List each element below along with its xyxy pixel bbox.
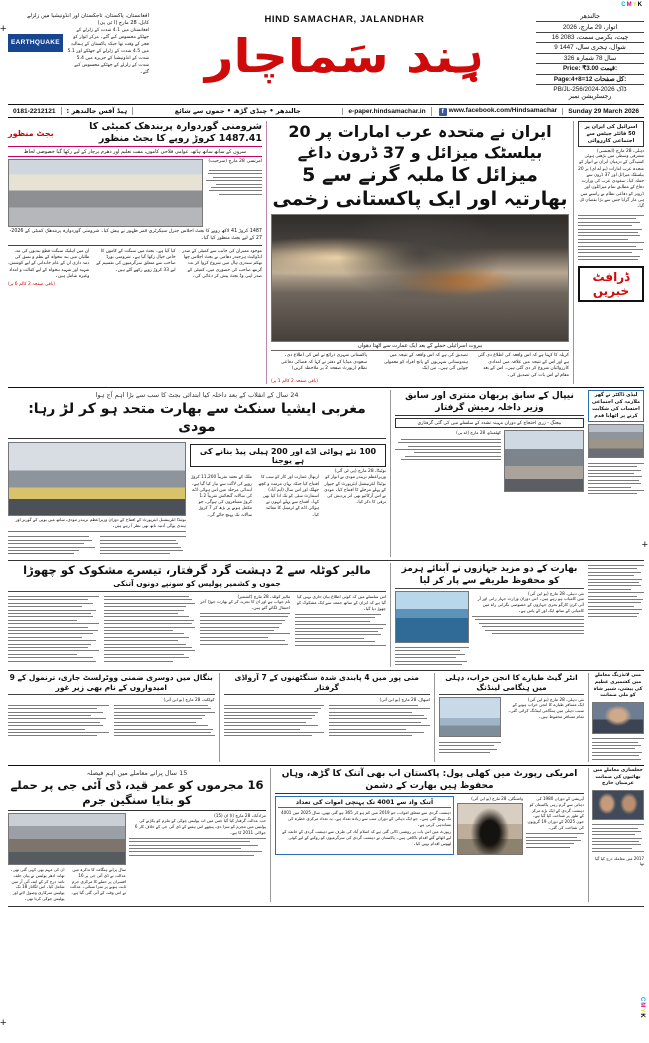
- usa-report-story: [270, 768, 584, 902]
- criminals-headline: 16 مجرموں کو عمر قید، ڈی آئی جی پر حملے کو بتایا سنگین جرم: [8, 778, 266, 811]
- info-volume: سال 78 شمارہ 326: [536, 54, 644, 64]
- cmyk-y2: Y: [639, 1008, 645, 1014]
- head-office-note: ہیڈ آفس جالندھر :: [61, 107, 133, 115]
- malerkotla-headline: مالیر کوٹلہ سے 2 دہشت گرد گرفتار، تیسرے مشکوک کو چھوڑا: [23, 562, 371, 577]
- cmyk-marks-bottom: [639, 997, 645, 1019]
- nepal-headline: نیپال کے سابق پربھان منتری اور سابق وزیر داخلہ رمیش گرفتار: [395, 390, 584, 416]
- usa-col-2: رپورٹ میں اس بات پر روشنی ڈالی گئی ہے کہ اسلام آباد کی طرف سے دہشت گردی کے خاتمہ کے لیے اٹھائے گئے اقدام ناکافی ہیں۔ پاکستان نے دہشت گردی کی سرگرمیوں کو روکنے کے لیے کوئی ٹھوس اقدام نہیں کیا۔: [282, 829, 451, 846]
- info-pages: Page:4+8=12 کل صفحات:: [536, 75, 644, 85]
- sangat-subbar: سروں کے ساتھ ساتھ ہاتھ، عوامی فلاحی کاموں، مفت تعلیم اور دھرم پرچار کے لیے رکھا گیا خصوصی لحاظ: [8, 147, 262, 157]
- sangat-story: [8, 121, 262, 384]
- lead-continue-note: (باقی صفحہ 2 کالم 1 پر): [271, 379, 319, 385]
- english-title: HIND SAMACHAR, JALANDHAR: [264, 14, 425, 25]
- facebook-link[interactable]: [431, 107, 563, 116]
- usa-dateline: واشنگٹن، 28 مارچ (یو این آئی): [471, 795, 523, 801]
- lead-col-1: کریلہ کا کہنا ہے کہ اس واقعہ کی اطلاع دی گئی ہے اور اس کے نتیجہ میں علاقہ میں امدادی کارروائیاں شروع کر دی گئی ہیں۔ اس کے بعد مقام لے اس بات کی تصدیق کی۔: [477, 353, 569, 378]
- info-date-urdu: اتوار، 29 مارچ، 2026: [536, 22, 644, 32]
- info-regno: PB/JL-256/2024-2026 ڈاک رجسٹریشن نمبر: [553, 85, 627, 101]
- contact-bar: [8, 104, 644, 118]
- modi-story: [8, 390, 386, 556]
- info-bikrami: 16 چیت، بکرمی سمت، 2083: [536, 33, 644, 43]
- masthead-info-block: [536, 12, 644, 102]
- info-hijri: 9 شوال، ہجری سال، 1447: [536, 43, 644, 53]
- malerkotla-col-2: [200, 594, 291, 664]
- registration-mark-right: +: [641, 539, 648, 551]
- rail-lead-title: اسرائیل کی ایران پر 50 فائٹر جیٹس سے اجتماعی کارروائی: [578, 121, 644, 147]
- malerkotla-col-3: [104, 594, 195, 664]
- usa-right-col: آپریشن کے دوران 1980 کی دہائی سے گرم رہی پاکستان کو دہشت گردی کے ایک بڑے مرکز کے طور پر شناخت کیا گیا ہے۔ جون 2025 کے دوران 19 گروپوں کی شناخت کی گئی۔: [527, 795, 584, 830]
- nepal-story: [390, 390, 584, 556]
- rail-item-2-title: منی لانڈرنگ معاملے میں کشمیری عظیم کی پیشی، شبیر شاہ کو ملی ضمانت: [593, 673, 643, 699]
- right-rail-bottom: [588, 768, 644, 902]
- modi-caption: نوئیڈا انٹرنیشنل ایئرپورٹ کے افتتاح کے دوران وزیراعظم نریندر مودی، ساتھ میں یوپی کے گورنر اور ہندی یوگی آدتیہ ناتھ بھی نظر آ رہے ہیں۔: [15, 517, 186, 529]
- earthquake-dateline: کابل، 28 مارچ (ا ئی پی): [97, 20, 149, 26]
- criminals-col-1: ان کی مہم بھی کہی گئی تھی۔ تھانہ ادھر پولیس نے بیان حلف نامہ درج کر کے ایف آئی آر میں شامل کیا۔ اس لگاتار 18 تک پولیس سرکاری وصول لائے اور پولیس چوکی کرنا تھی۔: [10, 866, 65, 901]
- malerkotla-col-4: [8, 594, 99, 664]
- bengal-headline: بنگال میں دوسری ضمنی ووٹرلسٹ جاری، ترنمول کے 9 امیدواروں کے نام بھی زیر غور: [8, 673, 215, 695]
- right-rail-top: [578, 121, 644, 384]
- usa-headline: امریکی رپورٹ میں کھلی پول: پاکستان اب بھی آتنک کا گڑھ، وہاں محفوظ ہیں بھارت کے دشمن: [275, 768, 584, 794]
- rail-lead-body: مشرقی وسطی میں بڑھتی ہوئی کشیدگی کے درمیان ایران نے اتوار کو متحدہ عرب امارات (یو اے ای) پر 20 بیلسٹک میزائل اور 37 ڈرون سے حملہ کیا۔ سعودی عرب کی وزارت دفاع کے مطابق تمام میزائلوں اور ڈرونز کو دفاعی نظام نے راستے میں ہی مار گرایا جس سے بڑا نقصان ٹل گیا۔: [578, 154, 644, 210]
- cmyk-c: C: [621, 2, 627, 8]
- plane-dateline: نئی دہلی، 28 مارچ (یو این آئی): [528, 697, 584, 703]
- cmyk-m2: M: [639, 1002, 645, 1009]
- modi-dateline: نوئیڈا، 28 مارچ (پی ٹی آئی): [334, 469, 386, 475]
- earthquake-headline: افغانستان، پاکستان، تاجکستان اور انڈونیشیا میں زلزلے: [27, 13, 149, 19]
- lead-headline-line1: ایران نے متحدہ عرب امارات پر 20 بیلسٹک میزائل و 37 ڈرون داغے: [288, 122, 552, 162]
- masthead: [8, 4, 644, 102]
- newspaper-logo: ہِند سَماچار: [204, 29, 485, 83]
- rail-photo-2: [592, 702, 644, 734]
- rail-footer-note: 2017 میں معاملہ درج کیا گیا تھا: [595, 855, 644, 866]
- lead-story: [266, 121, 574, 384]
- cmyk-c2: C: [639, 997, 645, 1003]
- sangat-col-3: ان میں اہلیک سنگت قطع بندیوں کی مد، طلبان میں بند تنخواہ کے نظم و نسق کی ذمہ داری ان کے عام خاندانی کے لیے کوشش، شہید اور شہید تنخواہ کے لیے کفالت و امداد وغیرہ شامل ہیں۔: [8, 248, 90, 280]
- date-english: Sunday 29 March 2026: [562, 108, 644, 115]
- modi-kicker: 24 سال کے انقلاب کے بعد داخلہ کیا ابتدائی بجٹ کا سب سے بڑا اہم آج ہوا: [95, 391, 299, 400]
- right-rail-mid: [588, 390, 644, 556]
- ships-headline: بھارت کے دو مزید جہازوں نے آبنائے ہرمز کو محفوظ طریقے سے پار کر لیا: [395, 563, 584, 589]
- right-rail-mid3: [588, 673, 644, 762]
- manipur-dateline: امپھال، 28 مارچ (یو این آئی): [379, 697, 430, 703]
- bengal-story: [8, 673, 215, 762]
- malerkotla-story: [8, 563, 386, 668]
- modi-headline: مغربی ایشیا سنکٹ سے بھارت متحد ہو کر لڑ رہا: مودی: [8, 400, 386, 439]
- plane-story: [434, 673, 584, 762]
- criminals-col-3: جب عدالت گرفتار کیا گیا جس میں اب پولیس چوکی کے ملزم کو پکڑنے کی پولیس میں مجرم کو سزا دی، پیچھے اس ہفتے کے ڈی آئی جی کے خلاف کار 6 جولائی 2011 کا ہے۔: [134, 817, 266, 835]
- rail-lead-dateline: دہلی، 28 مارچ (ایجنسی): [596, 149, 644, 154]
- nepal-arrest-photo: [504, 430, 584, 492]
- rail-item-1-title: لیڈی ڈاکٹر نے گھر ملازمہ کی اجتماعی احتساب کی شکایت کرنے پر اٹھایا قدم: [588, 390, 644, 422]
- criminals-dateline: مرادآباد، 28 مارچ (ا) ان (15): [214, 812, 266, 818]
- malerkotla-dateline: مالیر کوٹلہ، 28 مارچ (کشمیر): [237, 593, 291, 599]
- sangat-dateline: امرتسر، 28 مارچ (سرجیت): [208, 159, 262, 164]
- ships-body: میں کامیاب ہو رہے ہیں۔ اس دوران وزارت جہاز رانی اور آر آئی کرن کارگو بحری جہازوں کے خصوصی نگرانی راہ میں کامیابی کے ساتھ ایک اور کے پاس ہے۔: [477, 595, 584, 613]
- sangat-side-text: [206, 159, 262, 227]
- modi-subbar: 100 نئے ہوائی اڈے اور 200 ہیلی پیڈ بنانے کی ہے یوجنا: [190, 444, 386, 467]
- ships-story: [390, 563, 584, 668]
- lead-columns: [271, 350, 569, 379]
- sangat-meeting-photo: [8, 159, 203, 227]
- nepal-subbar: بیجنگ - زری احتجاج کے دوران مہینہ تشدد کے سلسلے میں کی گئی گرفتاری: [395, 418, 584, 428]
- plane-body: ایک مسافر طیارے کا انجن خراب ہونے کے سبب دہلی میں ہنگامی لینڈنگ کرائی گئی۔ تمام مسافر محفوظ ہیں۔: [507, 702, 584, 720]
- rail-photo-3: [592, 790, 644, 820]
- cargo-ship-photo: [395, 591, 469, 643]
- lead-headline-line2: میزائل کا ملبہ گرنے سے 5 بھارتیہ اور ایک پاکستانی زخمی: [272, 164, 568, 210]
- sangat-columns: [8, 249, 262, 281]
- sangat-col-1: موجود ممبران کی جانب سے کمیٹی کے صدر ایڈوکیٹ ہرجندر دھامی نے بجٹ اجلاس چھا تھکم سندری ہال میں شروع کروا کر نت گرنتھ صاحب کی حضوری میں، کمیٹی کے صدر اپنی وڈ بجٹ پیش کر دعائی کی۔: [182, 248, 262, 280]
- sangat-headline: شرومنی گوردوارہ پربندھک کمیٹی کا 1487.41 کروڑ روپے کا بجٹ منظور: [89, 121, 262, 144]
- facebook-icon: f: [439, 108, 447, 116]
- cmyk-marks-top: [621, 2, 643, 8]
- registration-mark-left: +: [0, 23, 7, 35]
- phone-number[interactable]: 0181-2212121: [13, 107, 56, 115]
- modi-col-2: ارتھال عمارت اور کار کو سب کا افتتاح کیا جبکہ یہاں مرمت و کچھ جھلک اور اس سال (ایم آباد) اسمارٹ سٹی کو تک ادا کیا بھی کہا۔ افتتاح سے پہلے انہوں نے ہوائی اڈے کے ٹرمینل کا معائنہ کیا۔: [258, 475, 319, 518]
- criminals-col-2: سال پرانے ہنگامہ کا تذکرہ میں عدالت نے ڈی آئی جی پر 16 افسران پر حملے کا مرکزی جرم ثابت ہونے پر سزا سنائی۔ عدالت نے اس وقت کے آئی گئی گیا ہے۔: [69, 866, 126, 896]
- militant-gun-photo: [457, 803, 523, 855]
- airplane-photo: [439, 697, 501, 737]
- malerkotla-col-1: [295, 594, 386, 664]
- manipur-story: [219, 673, 431, 762]
- criminals-story: [8, 768, 266, 902]
- modi-inauguration-photo: [8, 442, 186, 516]
- registration-mark-bottomleft: +: [0, 1017, 7, 1029]
- epaper-link[interactable]: e-paper.hindsamachar.in: [342, 108, 430, 115]
- info-price: Price: ₹3.00 قیمت:: [536, 64, 644, 74]
- modi-lower-col-1: [100, 534, 187, 557]
- ships-dateline: نئی دہلی، 28 مارچ (یو این آئی): [528, 590, 584, 596]
- manipur-headline: منی پور میں 4 پابندی شدہ سنگٹھنوں کے 7 آرواڈی گرفتار: [224, 673, 431, 695]
- rail-item-3-title: جعلسازی معاملے میں بھائیوں کی ضمانت عرضیاں خارج: [593, 767, 643, 787]
- rail-photo-1: [588, 424, 644, 458]
- usa-subbar: آتنک واد سے 4001 تک پہنچی اموات کی تعداد: [278, 799, 451, 808]
- sangat-continue-note: (باقی صفحہ 2 کالم 6 پر): [8, 281, 56, 287]
- modi-col-1: وزیراعظم نریندر مودی نے اتوار کو نوئیڈا انٹرنیشنل ایئرپورٹ کے جیوار کے پہلے مرحلے کا افتتاح کیا۔ مودی نے اس آرکائیو بھی اتر پردیش کی ترقی کا ذکر کیا۔: [324, 475, 386, 506]
- earthquake-body: افغانستان میں 4.1 شدت کے زلزلے کے جھٹکے محسوس کیے گئے۔ مرکز اتوار کو فجر کے وقت تھا جبکہ پاکستان کے ہمالیہ میں 4.5 شدت کے زلزلے کے جھٹکے اور 5.1 شدت کے انڈونیشیا کے جزیرہ میں 5.4 شدت کے زلزلے کے جھٹکے محسوس کیے گئے۔: [67, 28, 149, 76]
- criminals-kicker: 15 سال پرانے معاملے میں اہم فیصلہ: [86, 768, 188, 777]
- modi-lower-col-2: [8, 534, 95, 557]
- cmyk-k2: K: [639, 1013, 645, 1019]
- sangat-highlight: بجٹ منظور: [8, 128, 54, 138]
- plane-headline: انٹر گیٹ طیارے کا انجن خراب، دہلی میں ہنگامی لینڈنگ: [439, 673, 584, 695]
- right-rail-mid2: [588, 563, 644, 668]
- earthquake-story: [8, 12, 153, 102]
- lead-col-3: پاکستانی شہری ذرائع نے اس کی اطلاع دی۔ سعودی میڈیا کے دفتر نے کہا کہ فضائی دفاعی نظام (رپورٹ صفحہ 2 پر ملاحظہ کریں): [281, 353, 367, 372]
- info-city: جالندھر: [536, 12, 644, 22]
- usa-col-1: دہشت گردی سے متعلق اموات، جو 2019 میں کم ہو کر 365 ہو گئی تھیں، سال 2025 میں 4001 تک پہنچ گئی ہیں۔ جو ایک دہائی کے دوران سب سے زیادہ تعداد ہے۔ یہ تعداد مرکزی خطرہ کی نشاندہی کرتی ہے۔: [280, 809, 451, 827]
- cmyk-m: M: [626, 2, 633, 8]
- nepal-dateline: کھٹمنڈو، 28 مارچ (اے پی): [456, 430, 501, 436]
- facebook-url: www.facebook.com/Hindsamachar: [448, 106, 558, 114]
- malerkotla-subline: جموں و کشمیر پولیس کو سونپے دونوں آتنکی: [8, 579, 386, 592]
- masthead-center: [153, 12, 536, 102]
- modi-col-3: ملک کے تحفہ تقریباً 11,200 کروڑ روپے کی لاگت سے تیار کیا گیا ہے۔ ابتدائی مرحلہ میں اس ہوائی اڈے کی سالانہ گنجائش تقریباً 1.2 کروڑ مسافروں کی ہوگی، جو مکمل ہونے پر بڑھ کر 7 کروڑ سالانہ تک پہنچ جائے گی۔: [191, 475, 252, 518]
- earthquake-badge: EARTHQUAKE: [8, 34, 63, 52]
- gaza-smoke-photo: [271, 214, 569, 342]
- court-crowd-photo: [8, 813, 126, 865]
- malerkotla-text-1: اس سلسلے میں کہ کوئی اطلاع بیان جاری نہیں کیا گیا ہے کہ ایران کے ساتھ جمعہ سے ایک مشکوک کو چھوڑ دیا گیا۔: [296, 593, 386, 611]
- editions-note: جالندھر • چنڈی گڑھ • جموں سے شائع: [132, 107, 342, 115]
- cmyk-k: K: [637, 2, 643, 8]
- cmyk-y: Y: [632, 2, 638, 8]
- lead-col-2: تصدیق کی ہے کہ اس واقعہ کے نتیجہ میں ہندوستانی شہریوں کے پانچ افراد کو معمولی چوٹیں آئی ہیں۔ تین ایک: [383, 353, 468, 372]
- lead-photo-caption: بیروت اسرائیلی حملے کے بعد ایک عمارت سے اٹھتا دھواں: [357, 343, 483, 349]
- bengal-dateline: کولکتہ، 28 مارچ (یو این آئی): [163, 697, 215, 703]
- sangat-summary: 1487 کروڑ 41 لاکھ روپے کا بجٹ اجلاس جنرل سیکرٹری قمر ظہور نے پیش کیا۔ شرومنی گوردوارہ پربندھک کمیٹی کے 2026-27 کے لیے بجٹ منظور کیا گیا۔: [8, 229, 262, 246]
- malerkotla-text-2: نام جواب ہے اور ان کا تجزیہ کر کے بھارت جوڑا آخر احتمال لگائے گئے ہیں۔: [200, 598, 291, 610]
- rail-header-draft-news: ڈرافٹ خبریں: [578, 266, 644, 302]
- sangat-col-2: کیا گیا ہے۔ بجٹ میں سنگت کے کاموں کا خاص خیال رکھا گیا ہے۔ شرومنی بورڈ صاحب سے متعلق سرگرمیوں کی تقسیم کے لیے 33 کروڑ روپے رکھے گئے ہیں۔: [96, 248, 176, 273]
